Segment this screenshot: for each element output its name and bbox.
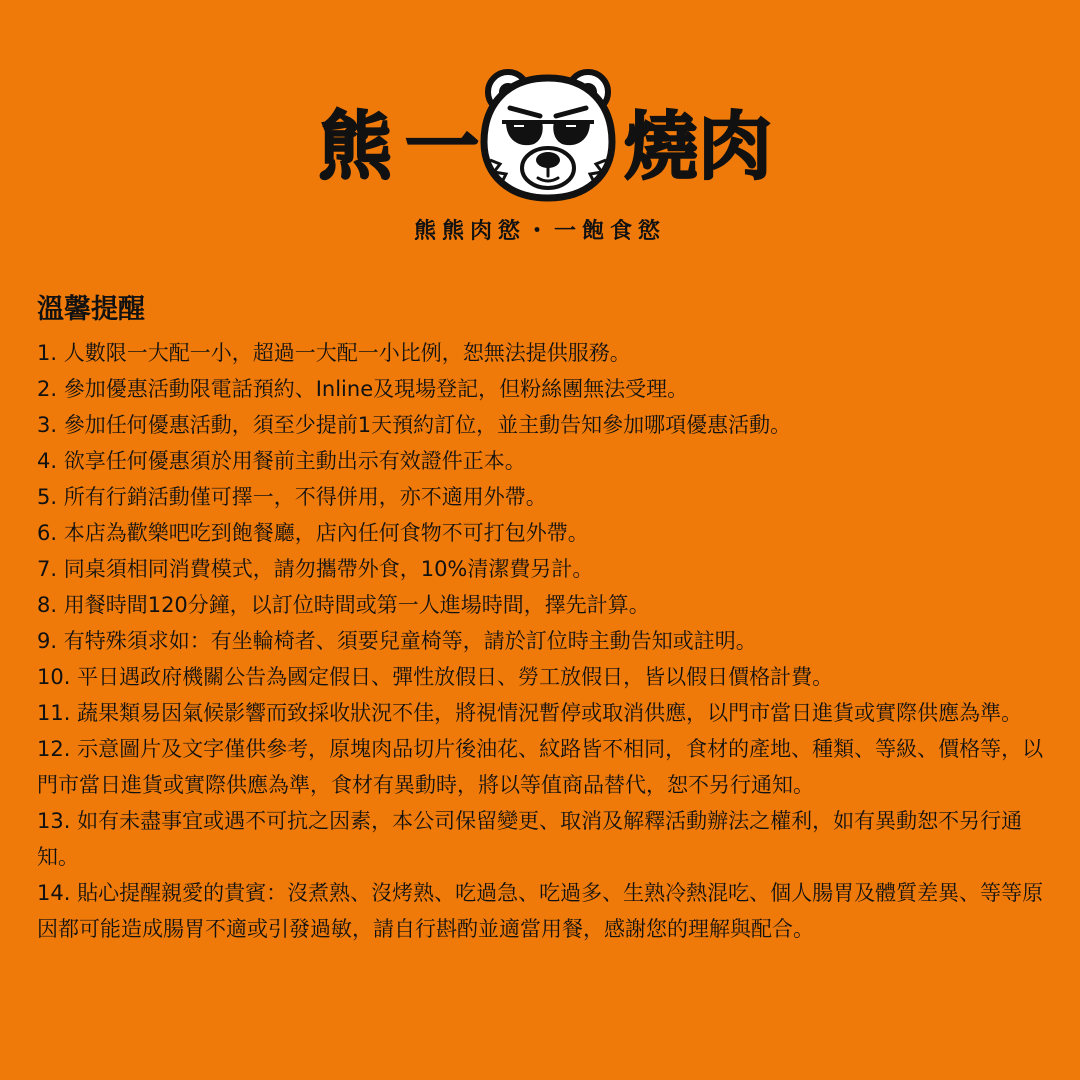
notice-item: 1. 人數限一大配一小，超過一大配一小比例，恕無法提供服務。 bbox=[37, 341, 631, 365]
notice-item: 10. 平日遇政府機關公告為國定假日、彈性放假日、勞工放假日，皆以假日價格計費。 bbox=[37, 665, 834, 689]
brand-logo bbox=[0, 0, 1080, 244]
brand-slogan: 熊熊肉慾・一飽食慾 bbox=[413, 219, 666, 244]
notice-item: 14. 貼心提醒親愛的貴賓：沒煮熟、沒烤熟、吃過急、吃過多、生熟冷熱混吃、個人腸胃及體質差異、等等原因都可能造成腸胃不適或引發過敏，請自行斟酌並適當用餐，感謝您的理解與配合。 bbox=[37, 881, 1044, 941]
notice-item: 9. 有特殊須求如：有坐輪椅者、須要兒童椅等，請於訂位時主動告知或註明。 bbox=[37, 629, 757, 653]
notice-item: 4. 欲享任何優惠須於用餐前主動出示有效證件正本。 bbox=[37, 449, 526, 473]
notice-item: 13. 如有未盡事宜或遇不可抗之因素，本公司保留變更、取消及解釋活動辦法之權利，如有異動恕不另行通知。 bbox=[37, 809, 1023, 869]
notice-item: 11. 蔬果類易因氣候影響而致採收狀況不佳，將視情況暫停或取消供應，以門市當日進貨或實際供應為準。 bbox=[37, 701, 1023, 725]
notice-item: 8. 用餐時間120分鐘，以訂位時間或第一人進場時間，擇先計算。 bbox=[37, 593, 650, 617]
notice-item: 5. 所有行銷活動僅可擇一，不得併用，亦不適用外帶。 bbox=[37, 485, 547, 509]
bear-with-sunglasses-icon bbox=[478, 64, 618, 204]
logo-chars-yakiniku: 燒肉 bbox=[624, 104, 772, 190]
notice-item: 12. 示意圖片及文字僅供參考，原塊肉品切片後油花、紋路皆不相同，食材的產地、種類、等級、價格等，以門市當日進貨或實際供應為準，食材有異動時，將以等值商品替代，恕不另行通知。 bbox=[37, 737, 1044, 797]
notice-list bbox=[37, 335, 1047, 947]
notice-item: 7. 同桌須相同消費模式，請勿攜帶外食，10%清潔費另計。 bbox=[37, 557, 594, 581]
notice-item: 6. 本店為歡樂吧吃到飽餐廳，店內任何食物不可打包外帶。 bbox=[37, 521, 589, 545]
notice-item: 3. 參加任何優惠活動，須至少提前1天預約訂位，並主動告知參加哪項優惠活動。 bbox=[37, 413, 792, 437]
notice-section bbox=[37, 291, 1047, 947]
logo-char-bear: 熊 bbox=[318, 104, 392, 190]
notice-title: 溫馨提醒 bbox=[37, 294, 145, 325]
logo-char-one: 一 bbox=[405, 104, 479, 190]
notice-item: 2. 參加優惠活動限電話預約、Inline及現場登記，但粉絲團無法受理。 bbox=[37, 377, 689, 401]
